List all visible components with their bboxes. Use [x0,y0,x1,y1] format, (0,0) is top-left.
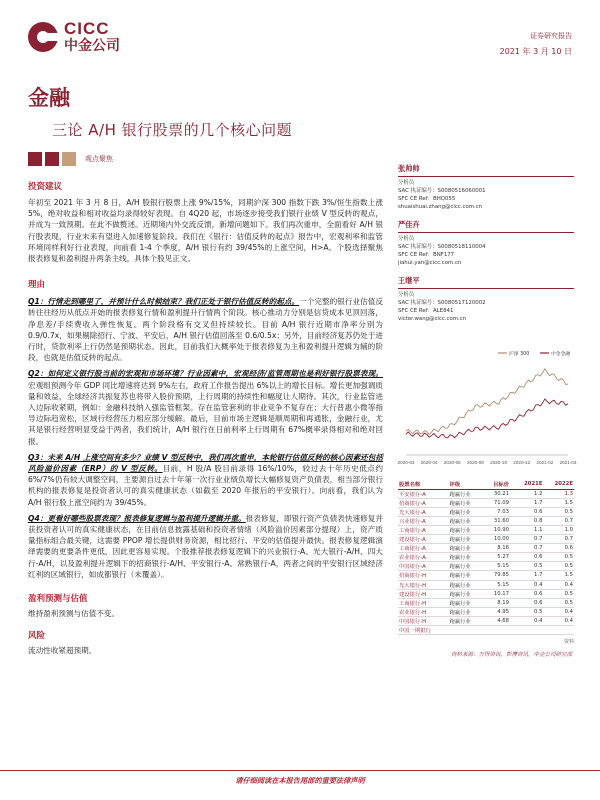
table-cell: 0.5 [543,589,574,598]
table-cell: 0.5 [543,553,574,562]
table-row [398,562,574,571]
stock-name-cell: 工商银行-H [398,598,449,607]
stock-name-cell: 平安银行-A [398,489,449,498]
table-cell: 8.19 [483,598,510,607]
table-cell: 71.09 [483,498,510,507]
table-row [398,535,574,544]
table-cell: 跑赢行业 [449,607,484,616]
table-cell: 0.7 [513,535,543,544]
main-content [28,180,383,657]
report-date: 2021 年 3 月 10 日 [499,47,572,56]
table-cell: 跑赢行业 [449,498,484,507]
table-cell: 0.6 [513,598,543,607]
table-cell: 0.7 [543,516,574,525]
table-cell: 5.15 [483,580,510,589]
stock-name-cell: 农业银行-A [398,553,449,562]
x-tick-label: 2020-08 [466,460,484,465]
analyst-email[interactable]: victor.wang@cicc.com.cn [398,316,467,322]
logo-en: CICC [64,19,110,38]
analyst-sfc: SFC CE Ref：BNF177 [398,252,455,258]
stock-name-cell: 中国银行-H [398,616,449,625]
legend-label: 沪深 300 [509,352,530,357]
table-cell: 跑赢行业 [449,507,484,516]
table-row [398,626,574,635]
table-cell: 0.7 [543,535,574,544]
table-cell: 10.17 [483,589,510,598]
col-header: 2022E [543,480,574,489]
col-header: 评级 [449,480,484,489]
stock-name-cell: 招商银行-A [398,498,449,507]
table-row [398,516,574,525]
table-cell: 0.5 [543,507,574,516]
badge-block-icon [45,152,59,166]
stock-name-cell: 中国一期银行 [398,626,449,635]
analyst-email[interactable]: jiahui.yan@cicc.com.cn [398,260,462,266]
table-row [398,489,574,498]
table-cell: 7.03 [483,507,510,516]
table-cell: 跑赢行业 [449,516,484,525]
table-cell: 0.5 [513,562,543,571]
table-row [398,544,574,553]
table-cell: 1.2 [513,489,543,498]
table-cell: 4.95 [483,607,510,616]
q4-highlight: Q4：更看好哪些股票表现？报表修复逻辑与盈利提升逻辑并重。 [28,513,246,523]
rating-table [398,480,574,645]
table-cell: 跑赢行业 [449,589,484,598]
q3-paragraph [28,452,383,508]
table-cell: 5.27 [483,553,510,562]
x-tick-label: 2020-06 [443,460,461,465]
table-cell: 31.60 [483,516,510,525]
q4-paragraph [28,513,383,580]
table-row [398,607,574,616]
table-cell [543,626,574,635]
badge-label: 观点聚焦 [85,155,113,163]
chart-svg [397,345,577,475]
table-cell: 0.7 [513,544,543,553]
data-source-note: 资料来源：万得资讯，彭博资讯，中金公司研究部 [450,652,572,658]
table-cell: 跑赢行业 [449,562,484,571]
q4-text: 报表修复，即银行资产负债表快速修复并获投资者认可的真实健康状态，在目前信息披露基础和投资者情绪（风险溢价因素部分提现）上，资产质量指标组合最关键，这需要 PPOP 增长提供财务资源，相比招行、平安的估值提升最快。报表修复逻辑演绎需要的更要条件更低，因此更容易实现。个股推荐报表修复逻辑下的兴业银行-A、光大银行-A/H、四大行-A/H，以及盈利提升逻辑下的招商银行-A/H、平安银行-A、常熟银行-A，两者之间的平安银行区域经济红利的区域银行，如成都银行（未覆盖）。 [28,513,383,579]
badge-block-icon [28,152,42,166]
table-cell: 0.4 [513,580,543,589]
reason-title: 理由 [28,280,46,291]
table-cell [513,626,543,635]
table-cell: 0.5 [543,598,574,607]
report-title: 三论 A/H 银行股票的几个核心问题 [52,121,293,139]
table-cell: 0.6 [543,544,574,553]
table-row [398,616,574,625]
table-cell: 0.6 [513,507,543,516]
table-cell: 0.4 [513,616,543,625]
table-cell: 0.4 [543,607,574,616]
table-cell: 跑赢行业 [449,616,484,625]
q1-text: 一个完整的银行业估值反转往往经历从低点开始的报表修复行情和盈利提升行情两个阶段。核心推动力分别是信贷成本见顶回落，净息差/手续费收入弹性恢复。两个阶段格有交叉但持续较长。目前 A/H 银行近期市净率分别为 0.9/0.7x，如果剔除招行、宁波、平安后，A/H 银行估值回落至 0.6/0.5x；另外，目前经济复苏仍处于进行时，贷款利率上行仍然是预期状态。因此，目前我们大概率处于报表修复为主和盈利提升逻辑为辅的阶段，也就是估值反转的起点。 [28,297,383,363]
analyst-sac: SAC 执证编号：S0080518110004 [398,244,486,250]
risk-text: 流动性收紧超预期。 [28,646,97,656]
table-cell: 1.7 [513,571,543,580]
stock-name-cell: 工商银行-A [398,525,449,534]
stock-name-cell: 光大银行-H [398,580,449,589]
q3-text: 目前，H 股/A 股目前录得 16%/10%，较过去十年历史低点约 6%/7%仍有较大调整空间，主要源自过去十年第一次行业业绩负增长大幅修复资产负债表，相当部分银行机构的报表修复是投资者认可的真实健康状态（如截至 2020 年报后的平安银行）。向前看，我们认为 A/H 银行股上涨空间约为 39/45%。 [28,464,383,507]
analyst-email[interactable]: shuaishuai.zhang@cicc.com.cn [398,204,483,210]
table-row [398,589,574,598]
analyst-sfc: SFC CE Ref：ALE841 [398,308,454,314]
table-header-row [398,480,574,489]
table-cell: 0.6 [513,553,543,562]
table-cell: 10.90 [483,525,510,534]
investment-title: 投资建议 [28,182,63,192]
table-row [398,571,574,580]
stock-name-cell: 中国银行-A [398,562,449,571]
q2-text: 宏观组预测今年 GDP 同比增速将达到 9%左右，政府工作报告提出 6%以上的增长目标。增长更加强调质量和效益，全球经济共振复苏也将带入股价预期，上行周期的持续性和幅度让人期待。其次，行业监管进入边际收紧期，例如：金融科技纳入强监管框架。存在监管套利的非业竞争不复存在；大行普惠小微等指导边际趋宽松，区域行经营压力相应部分缓解。最后，目前市场主逻辑是顺周期和再通胀，金融行业，尤其是银行经营明显受益于两者，我们统计，A/H 银行在日前利率上行周期有 67%概率录得相对和绝对回报。 [28,380,383,446]
analyst-sac: SAC 执证编号：S0080516060001 [398,188,486,194]
x-tick-label: 2020-10 [490,460,508,465]
x-tick-label: 2021-03 [559,460,577,465]
stock-name-cell: 光大银行-A [398,507,449,516]
sector-title: 金融 [28,86,70,110]
table-cell: 跑赢行业 [449,544,484,553]
stock-name-cell: 农业银行-H [398,607,449,616]
series-line [406,399,568,438]
q2-highlight: Q2：如何定义银行股当前的宏观和市场环境？ [28,369,187,379]
table-source: 资料 [563,639,574,646]
q1-highlight: Q1：行情走到哪里了，并预计什么时候结束？我们正处于银行估值反转的起点。 [28,297,300,307]
table-row [398,598,574,607]
logo-cn: 中金公司 [64,38,120,54]
q2-paragraph [28,368,383,446]
x-tick-label: 2020-12 [513,460,531,465]
forecast-title: 盈利预测与估值 [28,594,88,605]
analyst-card [398,164,574,211]
analyst-sac: SAC 执证编号：S0080517120002 [398,300,486,306]
table-cell: 跑赢行业 [449,553,484,562]
table-cell: 1.7 [513,498,543,507]
x-tick-label: 2021-02 [536,460,554,465]
table-cell: 10.00 [483,535,510,544]
table-cell: 0.5 [513,607,543,616]
forecast-text: 维持盈利预测与估值不变。 [28,609,120,619]
table-cell: 跑赢行业 [449,580,484,589]
table-cell: 8.16 [483,544,510,553]
stock-name-cell: 兴业银行-A [398,516,449,525]
q1-paragraph [28,296,383,363]
legend-label: 中金金融 [551,352,571,357]
table-cell: 4.68 [483,616,510,625]
badge-block-icon [62,152,76,166]
table-cell [483,626,510,635]
table-cell: 1.1 [513,525,543,534]
analyst-card [398,220,574,267]
col-header: 股票名称 [398,480,449,489]
analyst-name: 王继平 [398,276,574,289]
table-body [398,489,574,635]
table-cell: 1.5 [543,571,574,580]
stock-name-cell: 建设银行-A [398,535,449,544]
table-cell: 0.8 [513,516,543,525]
analyst-sfc: SFC CE Ref：BHQ055 [398,196,456,202]
viewpoint-badge [28,152,113,166]
table-cell: 跑赢行业 [449,525,484,534]
table-row [398,580,574,589]
report-type: 证券研究报告 [530,32,572,40]
investment-text: 年初至 2021 年 3 月 8 日，A/H 股银行股票上涨 9%/15%，同期沪深 300 指数下跌 3%/恒生指数上涨 5%，绝对收益和相对收益均录得较好表现。自 4Q20 起，市场逐步接受我们银行业绩 V 型反转的观点，并成为一致预期。在此不做赘述。近期境内外交流反馈，新增问题如下。我们再次重申，全面看好 A/H 银行股表现，行业未来有望进入加速修复阶段。我们在《银行：估值反转的起点》报告中，宏观利率和监管环境同样利好行业表现，向前看 1-4 个季度，A/H 银行有约 39/45%的上涨空间，H>A。个股选择聚焦报表修复和盈利提升两条主线，具体个股见正文。 [28,198,383,264]
table-cell: 0.4 [543,580,574,589]
table-cell: 0.4 [543,616,574,625]
table-cell: 跑赢行业 [449,489,484,498]
col-header: 目标价 [483,480,510,489]
stock-name-cell: 工商银行-A [398,544,449,553]
table-cell: 跑赢行业 [449,571,484,580]
analyst-role: 分析员 [398,292,415,298]
table-cell: 30.21 [483,489,510,498]
cicc-logo [28,20,120,53]
stock-name-cell: 建设银行-H [398,589,449,598]
table-cell [449,626,484,635]
col-header: 2021E [513,480,543,489]
analyst-card [398,276,574,323]
table-cell: 跑赢行业 [449,535,484,544]
table-cell: 5.15 [483,562,510,571]
legal-footer: 请仔细阅读在本报告尾部的重要法律声明 [235,776,365,785]
x-tick-label: 2020-04 [420,460,438,465]
analyst-name: 严佳卉 [398,220,574,233]
analyst-role: 分析员 [398,180,415,186]
table-row [398,507,574,516]
q3-highlight: Q3：未来 A/H 上涨空间有多少？业绩 V 型反转中，我们再次重申，本轮银行估值反转的核心因素还包括风险溢价因素（ERP）的 V 型反转。 [28,452,383,474]
analyst-name: 张帅帅 [398,164,574,177]
cicc-logo-icon [28,22,58,52]
performance-chart [397,345,577,475]
table-row [398,498,574,507]
table-cell: 79.85 [483,571,510,580]
stock-name-cell: 招商银行-H [398,571,449,580]
analyst-panel [398,164,574,332]
table-row [398,525,574,534]
table-cell: 1.5 [543,498,574,507]
table-cell: 1.3 [543,489,574,498]
table-cell: 1.0 [543,525,574,534]
x-tick-label: 2020-03 [397,460,415,465]
table-row [398,553,574,562]
q2-highlight-2: 行业因素中，宏观经济/监管周期也是利好银行股票表现。 [186,369,383,379]
table-cell: 0.6 [513,589,543,598]
table-cell: 跑赢行业 [449,598,484,607]
analyst-role: 分析员 [398,236,415,242]
table-cell: 0.5 [543,562,574,571]
risk-title: 风险 [28,631,46,642]
